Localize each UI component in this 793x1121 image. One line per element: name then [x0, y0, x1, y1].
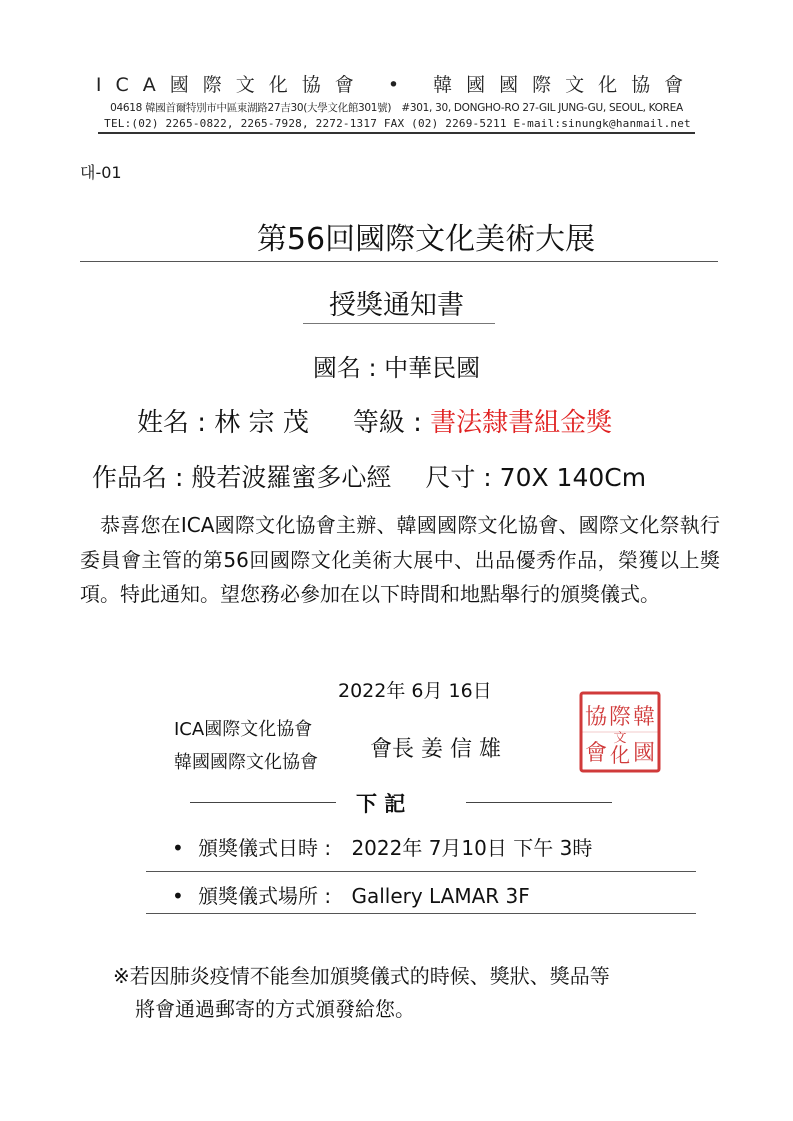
- letterhead-title: ICA國際文化協會 • 韓國國際文化協會: [95, 74, 698, 96]
- covid-remark: [113, 960, 723, 1026]
- issuer-org-ica: ICA國際文化協會: [174, 719, 313, 740]
- ceremony-time-label: 頒獎儀式日時 :: [198, 836, 338, 860]
- name-label: 姓名 :: [137, 408, 215, 438]
- letterhead-divider: [98, 132, 695, 134]
- bullet-icon: •: [172, 884, 184, 908]
- country-label: 國名 :: [312, 354, 385, 382]
- grade-label: 等級 :: [352, 408, 431, 438]
- country-line: [0, 348, 793, 383]
- seal-char: 際: [608, 705, 632, 730]
- seal-char: 會: [584, 741, 608, 766]
- president-signature-line: 會長 姜 信 雄: [370, 737, 501, 762]
- letterhead-contact: TEL:(02) 2265-0822, 2265-7928, 2272-1317 FAX (02) 2269-5211 E-mail:sinungk@hanmail.net: [104, 117, 691, 130]
- title-underline: [80, 261, 718, 262]
- remark-line-2: 將會通過郵寄的方式頒發給您。: [135, 997, 415, 1021]
- grade-value: 書法隸書組金獎: [430, 408, 613, 438]
- ceremony-time-item: [172, 832, 592, 861]
- ceremony-time-value: 2022年 7月10日 下午 3時: [351, 836, 593, 860]
- exhibition-title: 第56回國際文化美術大展: [256, 222, 596, 257]
- seal-char: 協: [584, 705, 608, 730]
- issue-date: 2022年 6月 16日: [338, 680, 492, 702]
- size-label: 尺寸 :: [425, 463, 500, 492]
- letterhead-address: 04618 韓國首爾特別市中區東湖路27吉30(大學文化館301號) #301, 30, DONGHO-RO 27-GIL JUNG-GU, SEOUL, KOREA: [110, 102, 683, 114]
- name-grade-line: [137, 402, 612, 439]
- item-divider: [146, 913, 696, 914]
- work-value: 般若波羅蜜多心經: [191, 463, 392, 492]
- work-label: 作品名 :: [92, 463, 192, 492]
- notes-divider-right: [466, 802, 612, 803]
- notice-body: 恭喜您在ICA國際文化協會主辦、韓國國際文化協會、國際文化祭執行委員會主管的第56回國際文化美術大展中、出品優秀作品，榮獲以上獎項。特此通知。望您務必參加在以下時間和地點舉行的頒獎儀式。: [80, 513, 720, 606]
- item-divider: [146, 871, 696, 872]
- notes-title: 下 記: [356, 792, 406, 816]
- notice-title: 授獎通知書: [329, 290, 464, 321]
- official-seal-icon: [578, 690, 662, 774]
- ceremony-venue-item: [172, 880, 530, 909]
- ceremony-venue-label: 頒獎儀式場所 :: [198, 884, 338, 908]
- remark-line-1: ※若因肺炎疫情不能叁加頒獎儀式的時候、獎狀、獎品等: [113, 964, 610, 988]
- seal-char: 韓: [632, 705, 656, 730]
- seal-char: 國: [632, 741, 656, 766]
- notice-title-underline: [303, 323, 495, 324]
- document-number: 대-01: [80, 163, 122, 182]
- size-value: 70X 140Cm: [499, 463, 647, 492]
- name-value: 林 宗 茂: [214, 408, 309, 438]
- issuer-org-korea: 韓國國際文化協會: [174, 752, 318, 773]
- bullet-icon: •: [172, 836, 184, 860]
- work-line: [92, 458, 646, 494]
- notes-divider-left: [190, 802, 336, 803]
- country-value: 中華民國: [384, 354, 481, 382]
- seal-char: 文: [613, 731, 627, 746]
- seal-char: 化: [610, 743, 630, 767]
- ceremony-venue-value: Gallery LAMAR 3F: [351, 884, 530, 908]
